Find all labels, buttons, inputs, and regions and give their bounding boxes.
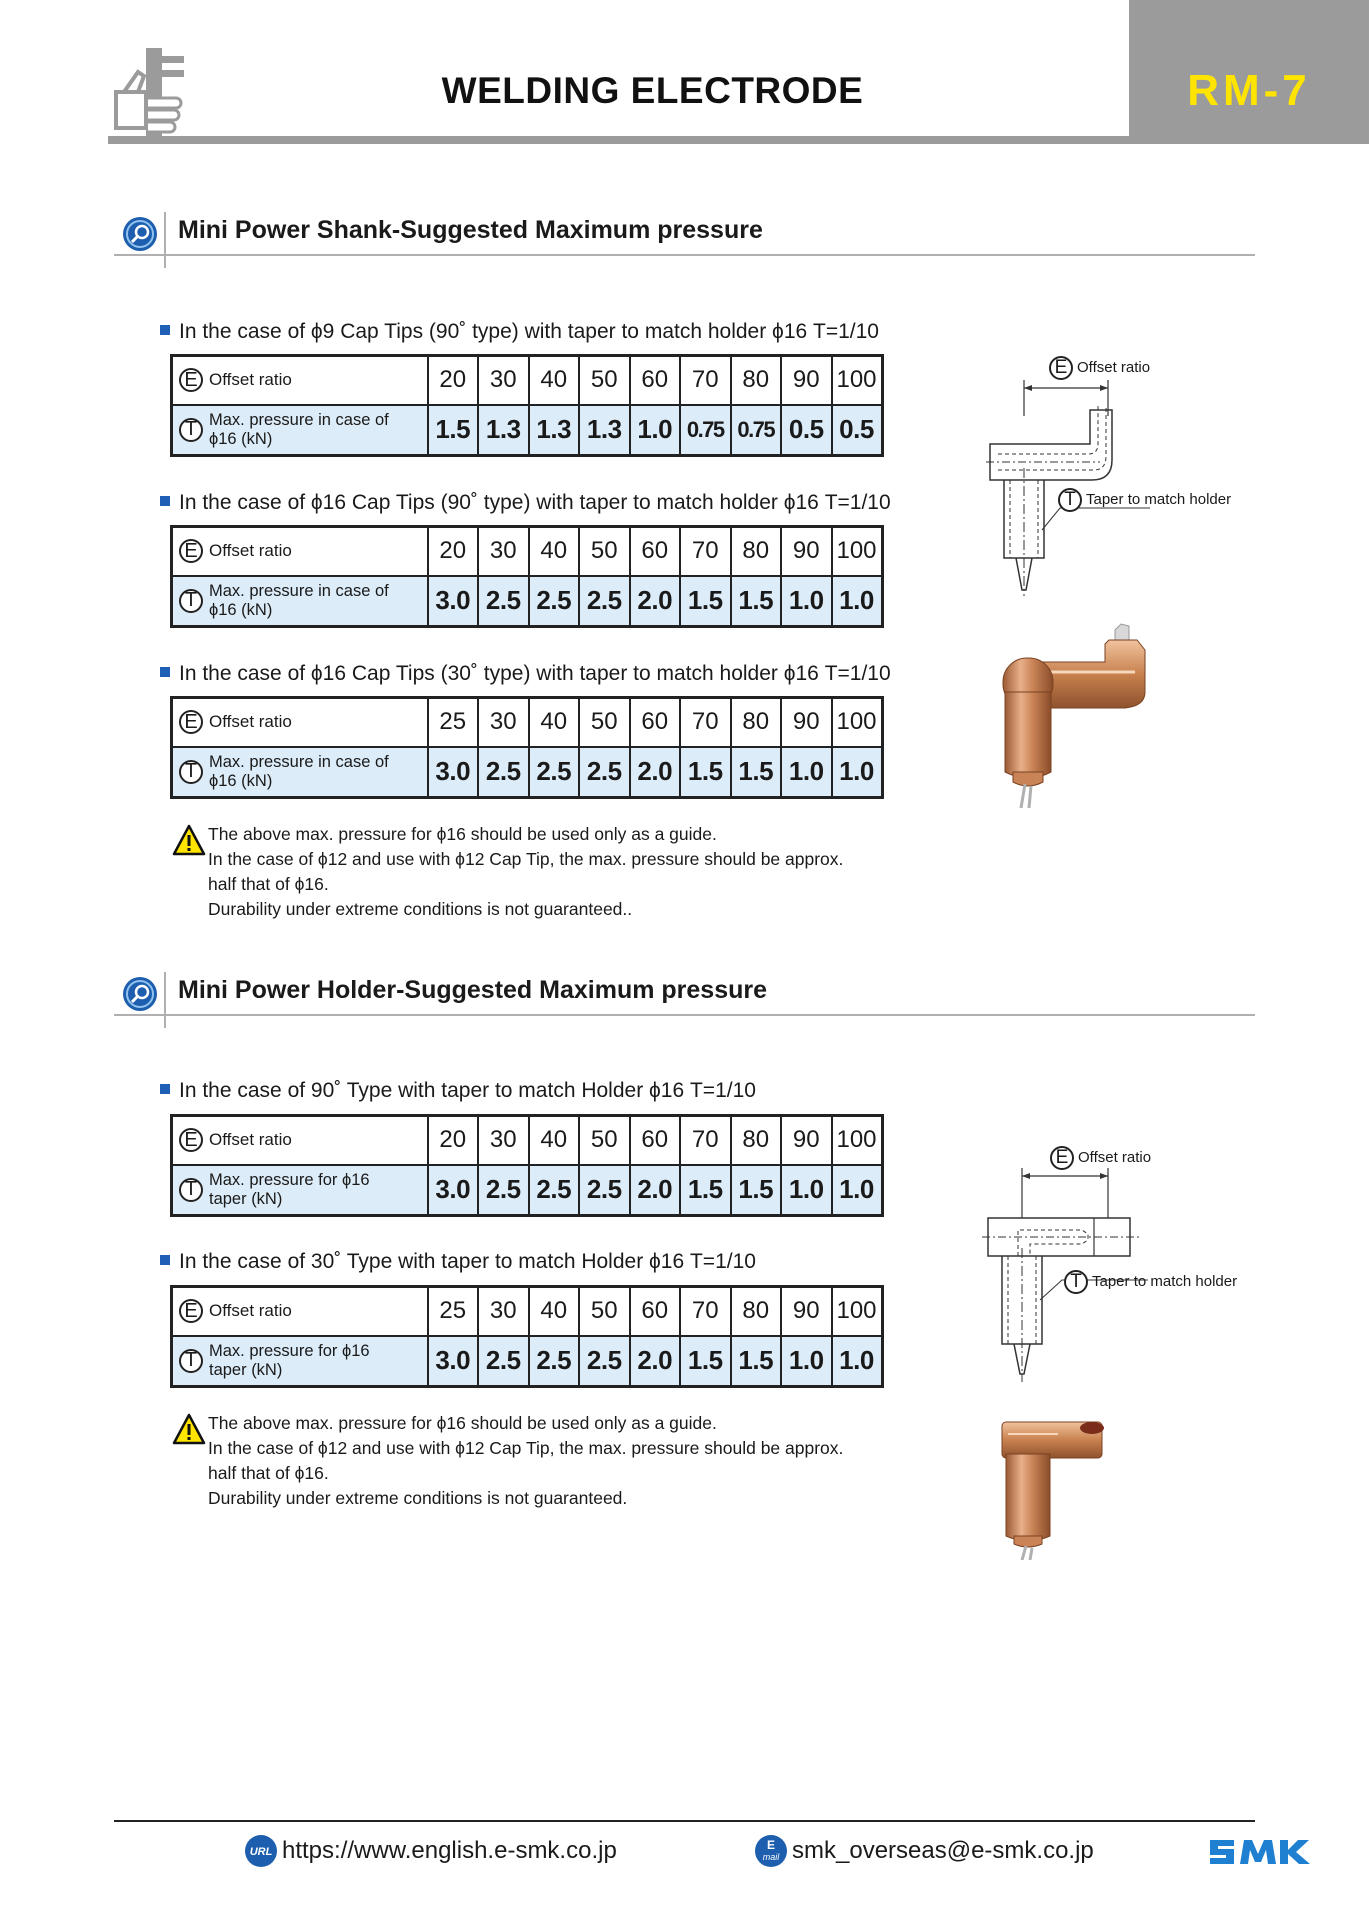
pressure-table <box>170 525 884 628</box>
pressure-cell: 1.0 <box>630 405 681 456</box>
pressure-table <box>170 696 884 799</box>
offset-cell: 90 <box>781 527 832 576</box>
e-icon: E <box>179 368 203 392</box>
offset-cell: 40 <box>529 1287 580 1336</box>
offset-cell: 40 <box>529 698 580 747</box>
pressure-cell: 0.75 <box>731 405 782 456</box>
offset-cell: 90 <box>781 356 832 405</box>
offset-cell: 40 <box>529 356 580 405</box>
pressure-cell: 1.5 <box>731 1165 782 1216</box>
section1-title: Mini Power Shank-Suggested Maximum pressure <box>178 216 763 244</box>
footer-rule <box>114 1820 1255 1822</box>
page-code: RM-7 <box>1187 66 1311 115</box>
row-label-offset: E Offset ratio <box>172 698 428 747</box>
offset-cell: 30 <box>478 356 529 405</box>
pressure-cell: 3.0 <box>428 1336 479 1387</box>
pressure-cell: 2.5 <box>529 1165 580 1216</box>
warning-icon <box>172 824 206 856</box>
offset-cell: 80 <box>731 698 782 747</box>
offset-cell: 80 <box>731 356 782 405</box>
offset-cell: 50 <box>579 527 630 576</box>
row-label-pressure: T Max. pressure for ϕ16 taper (kN) <box>172 1165 428 1216</box>
offset-ratio-callout: E Offset ratio <box>1049 356 1150 380</box>
warning-icon <box>172 1413 206 1445</box>
offset-cell: 20 <box>428 1116 479 1165</box>
pressure-cell: 3.0 <box>428 747 479 798</box>
row-label-offset: E Offset ratio <box>172 1116 428 1165</box>
offset-cell: 100 <box>832 1116 883 1165</box>
pressure-cell: 2.5 <box>579 576 630 627</box>
offset-cell: 70 <box>680 527 731 576</box>
row-label-pressure: T Max. pressure for ϕ16 taper (kN) <box>172 1336 428 1387</box>
case-heading: In the case of 30˚ Type with taper to match Holder ϕ16 T=1/10 <box>160 1250 756 1274</box>
magnifier-icon <box>122 216 158 252</box>
smk-logo <box>1208 1836 1312 1868</box>
pressure-cell: 2.5 <box>579 1165 630 1216</box>
pressure-cell: 1.3 <box>478 405 529 456</box>
offset-cell: 30 <box>478 1116 529 1165</box>
offset-cell: 50 <box>579 356 630 405</box>
t-icon: T <box>1058 488 1082 512</box>
pressure-cell: 3.0 <box>428 576 479 627</box>
taper-callout: T Taper to match holder <box>1064 1270 1237 1294</box>
e-icon: E <box>179 1128 203 1152</box>
t-icon: T <box>179 1178 203 1202</box>
pressure-cell: 1.3 <box>529 405 580 456</box>
holder-product-photo <box>988 1410 1116 1560</box>
offset-cell: 20 <box>428 527 479 576</box>
t-icon: T <box>179 589 203 613</box>
e-icon: E <box>1049 356 1073 380</box>
svg-text:E: E <box>766 1838 776 1852</box>
pressure-cell: 2.5 <box>478 1336 529 1387</box>
offset-cell: 25 <box>428 1287 479 1336</box>
pressure-cell: 2.0 <box>630 1336 681 1387</box>
offset-cell: 30 <box>478 1287 529 1336</box>
section2-title: Mini Power Holder-Suggested Maximum pressure <box>178 976 768 1004</box>
pressure-cell: 1.0 <box>781 576 832 627</box>
pressure-cell: 1.0 <box>781 747 832 798</box>
row-label-pressure: T Max. pressure in case of ϕ16 (kN) <box>172 576 428 627</box>
footer-email-link[interactable]: E mail smk_overseas@e-smk.co.jp <box>754 1834 1094 1868</box>
section2-header <box>114 972 1255 1042</box>
offset-ratio-callout: E Offset ratio <box>1050 1146 1151 1170</box>
case-heading: In the case of ϕ9 Cap Tips (90˚ type) with taper to match holder ϕ16 T=1/10 <box>160 320 879 344</box>
t-icon: T <box>179 1349 203 1373</box>
pressure-cell: 2.5 <box>478 576 529 627</box>
pressure-cell: 1.0 <box>832 1165 883 1216</box>
caution-note: The above max. pressure for ϕ16 should be used only as a guide. In the case of ϕ12 and use with ϕ12 Cap Tip, the max. pressure should be approx. half that of ϕ16. Durability under extreme conditions is not guaranteed.. <box>172 822 892 922</box>
offset-cell: 90 <box>781 1287 832 1336</box>
pressure-table <box>170 1285 884 1388</box>
pressure-cell: 2.0 <box>630 576 681 627</box>
pressure-cell: 2.0 <box>630 1165 681 1216</box>
pressure-cell: 1.5 <box>680 1336 731 1387</box>
offset-cell: 60 <box>630 1116 681 1165</box>
offset-cell: 20 <box>428 356 479 405</box>
offset-cell: 90 <box>781 698 832 747</box>
pressure-cell: 0.75 <box>680 405 731 456</box>
offset-cell: 80 <box>731 1116 782 1165</box>
offset-cell: 100 <box>832 356 883 405</box>
offset-cell: 30 <box>478 527 529 576</box>
t-icon: T <box>179 418 203 442</box>
offset-cell: 60 <box>630 698 681 747</box>
svg-text:URL: URL <box>249 1846 273 1858</box>
row-label-pressure: T Max. pressure in case of ϕ16 (kN) <box>172 747 428 798</box>
offset-cell: 70 <box>680 698 731 747</box>
offset-cell: 60 <box>630 1287 681 1336</box>
pressure-table <box>170 354 884 457</box>
pressure-cell: 2.5 <box>478 747 529 798</box>
offset-cell: 30 <box>478 698 529 747</box>
offset-cell: 70 <box>680 1287 731 1336</box>
t-icon: T <box>179 760 203 784</box>
pressure-cell: 3.0 <box>428 1165 479 1216</box>
pressure-cell: 1.0 <box>781 1336 832 1387</box>
pressure-cell: 2.5 <box>579 747 630 798</box>
pressure-cell: 1.3 <box>579 405 630 456</box>
row-label-offset: E Offset ratio <box>172 1287 428 1336</box>
offset-cell: 50 <box>579 1287 630 1336</box>
e-icon: E <box>179 539 203 563</box>
offset-cell: 80 <box>731 527 782 576</box>
taper-callout: T Taper to match holder <box>1058 488 1231 512</box>
pressure-cell: 1.5 <box>680 576 731 627</box>
pressure-cell: 2.5 <box>579 1336 630 1387</box>
email-icon <box>754 1834 788 1868</box>
offset-cell: 50 <box>579 1116 630 1165</box>
magnifier-icon <box>122 976 158 1012</box>
offset-cell: 50 <box>579 698 630 747</box>
pressure-cell: 0.5 <box>832 405 883 456</box>
case-heading: In the case of 90˚ Type with taper to match Holder ϕ16 T=1/10 <box>160 1079 756 1103</box>
pressure-cell: 1.0 <box>781 1165 832 1216</box>
pressure-cell: 1.0 <box>832 1336 883 1387</box>
pressure-cell: 1.5 <box>731 576 782 627</box>
offset-cell: 90 <box>781 1116 832 1165</box>
pressure-cell: 2.5 <box>529 747 580 798</box>
offset-cell: 70 <box>680 1116 731 1165</box>
pressure-cell: 2.0 <box>630 747 681 798</box>
footer-url-link[interactable]: URL https://www.english.e-smk.co.jp <box>244 1834 617 1868</box>
row-label-pressure: T Max. pressure in case of ϕ16 (kN) <box>172 405 428 456</box>
offset-cell: 25 <box>428 698 479 747</box>
offset-cell: 70 <box>680 356 731 405</box>
pressure-cell: 1.5 <box>680 747 731 798</box>
pressure-cell: 0.5 <box>781 405 832 456</box>
pressure-cell: 1.5 <box>731 1336 782 1387</box>
e-icon: E <box>1050 1146 1074 1170</box>
e-icon: E <box>179 1299 203 1323</box>
url-globe-icon <box>244 1834 278 1868</box>
offset-cell: 80 <box>731 1287 782 1336</box>
case-heading: In the case of ϕ16 Cap Tips (90˚ type) with taper to match holder ϕ16 T=1/10 <box>160 491 891 515</box>
row-label-offset: E Offset ratio <box>172 527 428 576</box>
section1-header <box>114 212 1255 282</box>
pressure-cell: 1.5 <box>731 747 782 798</box>
pressure-cell: 2.5 <box>529 1336 580 1387</box>
pressure-cell: 1.5 <box>680 1165 731 1216</box>
offset-cell: 100 <box>832 698 883 747</box>
svg-text:mail: mail <box>762 1852 780 1862</box>
pressure-cell: 2.5 <box>478 1165 529 1216</box>
t-icon: T <box>1064 1270 1088 1294</box>
pressure-cell: 1.0 <box>832 747 883 798</box>
pressure-table <box>170 1114 884 1217</box>
case-heading: In the case of ϕ16 Cap Tips (30˚ type) with taper to match holder ϕ16 T=1/10 <box>160 662 891 686</box>
shank-product-photo <box>985 622 1153 808</box>
offset-cell: 100 <box>832 527 883 576</box>
offset-cell: 60 <box>630 527 681 576</box>
row-label-offset: E Offset ratio <box>172 356 428 405</box>
e-icon: E <box>179 710 203 734</box>
offset-cell: 100 <box>832 1287 883 1336</box>
offset-cell: 40 <box>529 527 580 576</box>
offset-cell: 40 <box>529 1116 580 1165</box>
pressure-cell: 1.5 <box>428 405 479 456</box>
offset-cell: 60 <box>630 356 681 405</box>
caution-note: The above max. pressure for ϕ16 should be used only as a guide. In the case of ϕ12 and use with ϕ12 Cap Tip, the max. pressure should be approx. half that of ϕ16. Durability under extreme conditions is not guaranteed. <box>172 1411 892 1511</box>
page-title: WELDING ELECTRODE <box>441 70 864 111</box>
header-rule <box>108 136 1129 144</box>
pressure-cell: 1.0 <box>832 576 883 627</box>
pressure-cell: 2.5 <box>529 576 580 627</box>
